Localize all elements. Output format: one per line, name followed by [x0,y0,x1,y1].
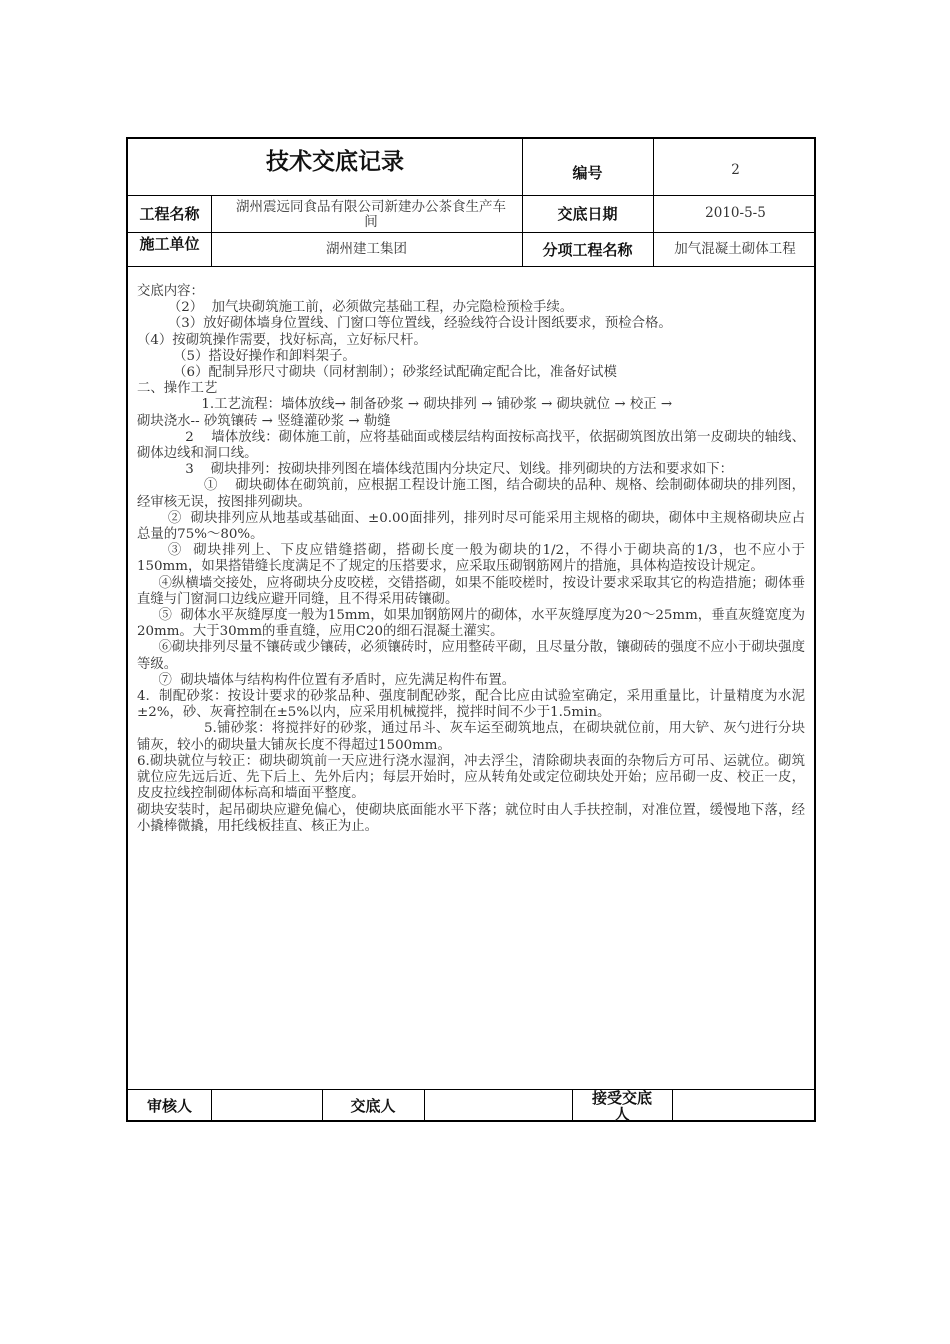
content-line: 1.工艺流程：墙体放线→ 制备砂浆 → 砌块排列 → 铺砂浆 → 砌块就位 → 校正 → [201,397,673,413]
content-line: 砌块安装时，起吊砌块应避免偏心，使砌块底面能水平下落；就位时由人手扶控制，对准位置，缓慢地下落，经小撬棒微撬，用托线板挂直、核正为止。 [137,802,805,834]
project-name-label: 工程名称 [139,205,200,223]
content-line: ③ 砌块排列上、下皮应错缝搭砌，搭砌长度一般为砌块的1/2，不得小于砌块高的1/3，也不应小于150mm，如果搭错缝长度满足不了规定的压搭要求，应采取压砌钢筋网片的措施，具体构造按设计规定。 [137,543,805,575]
column-divider [572,1089,573,1122]
document-title: 技术交底记录 [266,147,404,175]
reviewer-label: 审核人 [146,1097,192,1115]
content-line: （4）按砌筑操作需要，找好标高，立好标尺杆。 [137,332,427,348]
record-form [126,137,816,1122]
presenter-signature-field[interactable] [424,1089,572,1122]
content-line: 5.铺砂浆：将搅拌好的砂浆，通过吊斗、灰车运至砌筑地点，在砌块就位前，用大铲、灰勺进行分块铺灰，较小的砌块量大铺灰长度不得超过1500mm。 [137,721,805,753]
row-divider [128,266,814,267]
number-value: 2 [731,161,740,178]
content-line: ① 砌块砌体在砌筑前，应根据工程设计施工图，结合砌块的品种、规格、绘制砌体砌块的排列图，经审核无误，按图排列砌块。 [137,478,805,510]
content-line: 4. 制配砂浆：按设计要求的砂浆品种、强度制配砂浆，配合比应由试验室确定，采用重量比，计量精度为水泥±2%，砂、灰膏控制在±5%以内，应采用机械搅拌，搅拌时间不少于1.5min。 [137,689,805,721]
content-line: 交底内容： [137,284,204,299]
content-line: ⑤ 砌体水平灰缝厚度一般为15mm，如果加钢筋网片的砌体，水平灰缝厚度为20～25mm，垂直灰缝宽度为20mm。大于30mm的垂直缝，应用C20的细石混凝土灌实。 [137,608,805,640]
content-line: 2 墙体放线：砌体施工前，应将基础面或楼层结构面按标高找平，依据砌筑图放出第一皮砌块的轴线、砌体边线和洞口线。 [137,429,805,462]
content-line: 砌块浇水-- 砂筑镶砖 → 竖缝灌砂浆 → 勒缝 [137,413,391,429]
date-label: 交底日期 [557,205,618,223]
contractor-value: 湖州建工集团 [326,240,407,257]
date-value: 2010-5-5 [705,205,766,221]
reviewer-signature-field[interactable] [211,1089,322,1122]
content-line: 二、操作工艺 [137,381,218,397]
content-line: （3）放好砌体墙身位置线、门窗口等位置线，经验线符合设计图纸要求，预检合格。 [167,316,672,332]
receiver-signature-field[interactable] [672,1089,818,1122]
content-line: （6）配制异形尺寸砌块（同材割制）；砂浆经试配确定配合比，准备好试模 [173,365,617,381]
subproject-value: 加气混凝土砌体工程 [674,241,796,257]
content-line: 3 砌块排列：按砌块排列图在墙体线范围内分块定尺、划线。排列砌块的方法和要求如下： [185,462,734,478]
contractor-label: 施工单位 [139,234,200,253]
number-label: 编号 [572,163,603,182]
content-line: ② 砌块排列应从地基或基础面、±0.00面排列，排列时尽可能采用主规格的砌块，砌体中主规格砌块应占总量的75%～80%。 [137,510,805,543]
content-line: （5）搭设好操作和卸料架子。 [173,348,356,364]
receiver-label: 接受交底人 [591,1088,652,1123]
presenter-label: 交底人 [350,1097,396,1115]
content-line: ④纵横墙交接处，应将砌块分皮咬槎，交错搭砌，如果不能咬槎时，按设计要求采取其它的构造措施；砌体垂直缝与门窗洞口边线应避开同缝，且不得采用砖镶砌。 [137,575,805,607]
content-line: ⑥砌块排列尽量不镶砖或少镶砖，必须镶砖时，应用整砖平砌，且尽量分散，镶砌砖的强度不应小于砌块强度等级。 [137,640,805,672]
disclosure-content [137,284,805,835]
subproject-label: 分项工程名称 [542,240,633,259]
content-line: 6.砌块就位与较正：砌块砌筑前一天应进行浇水湿润，冲去浮尘，清除砌块表面的杂物后方可吊、运就位。砌筑就位应先远后近、先下后上、先外后内；每层开始时，应从转角处或定位砌块处开始；应吊砌一皮、校正一皮，皮皮拉线控制砌体标高和墙面平整度。 [137,753,805,802]
project-name-value: 湖州震远同食品有限公司新建办公茶食生产车间 [236,198,506,230]
content-line: （2） 加气块砌筑施工前，必须做完基础工程，办完隐检预检手续。 [167,300,574,316]
content-line: ⑦ 砌块墙体与结构构件位置有矛盾时，应先满足构件布置。 [158,672,516,688]
